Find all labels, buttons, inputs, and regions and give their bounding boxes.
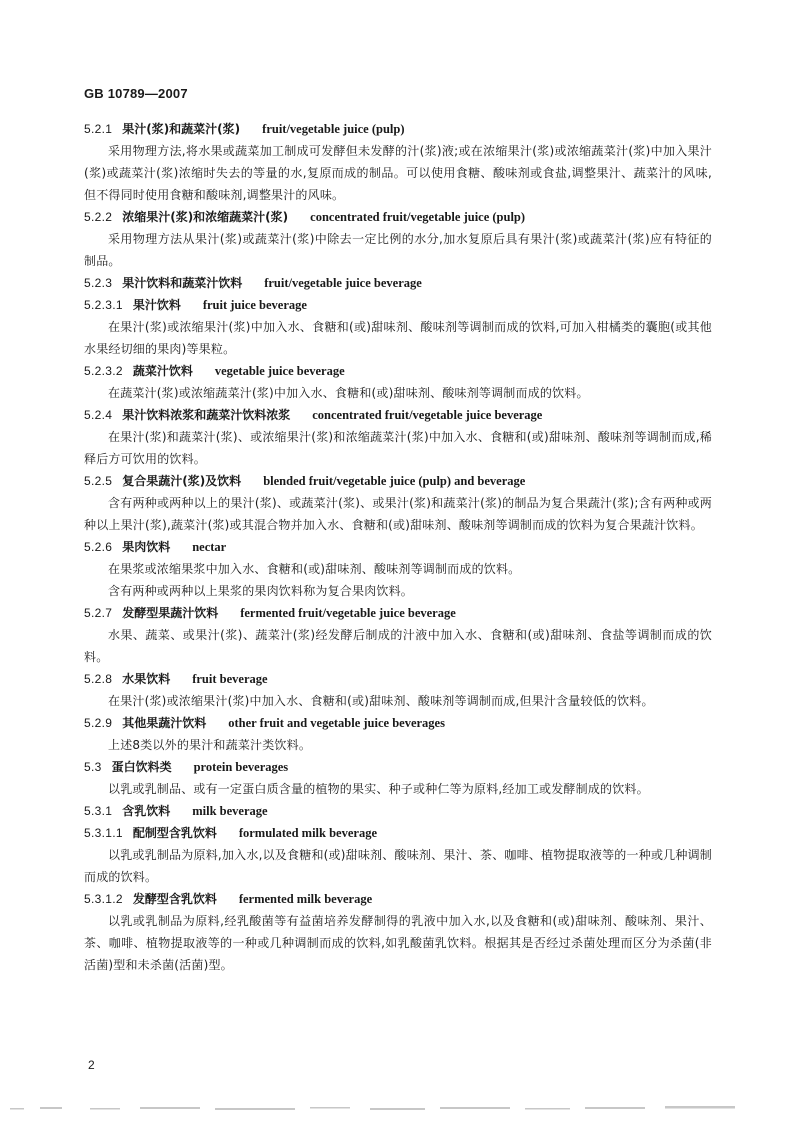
section-number: 5.2.3.1 (84, 298, 123, 312)
section-paragraph: 上述8类以外的果汁和蔬菜汁类饮料。 (108, 738, 312, 752)
section-title-zh: 配制型含乳饮料 (132, 826, 217, 840)
section-title-en: blended fruit/vegetable juice (pulp) and beverage (263, 474, 526, 488)
section-paragraph: 在蔬菜汁(浆)或浓缩蔬菜汁(浆)中加入水、食糖和(或)甜味剂、酸味剂等调制而成的饮料。 (108, 386, 589, 400)
section-heading (84, 888, 712, 910)
section-heading (84, 822, 712, 844)
standard-code: GB 10789—2007 (84, 86, 188, 101)
section-number: 5.2.3 (84, 276, 113, 290)
section-number: 5.2.8 (84, 672, 113, 686)
section-title-zh: 果肉饮料 (122, 540, 171, 554)
section-title-en: concentrated fruit/vegetable juice beverage (312, 408, 543, 422)
section-heading (84, 602, 712, 624)
section-title-zh: 发酵型含乳饮料 (132, 892, 217, 906)
section-heading (84, 294, 712, 316)
section-paragraph: 在果汁(浆)或浓缩果汁(浆)中加入水、食糖和(或)甜味剂、酸味剂等调制而成的饮料,可加入柑橘类的囊胞(或其他水果经切细的果肉)等果粒。 (84, 320, 712, 356)
section-title-en: other fruit and vegetable juice beverages (228, 716, 445, 730)
section-title-zh: 复合果蔬汁(浆)及饮料 (122, 474, 242, 488)
section-number: 5.2.4 (84, 408, 113, 422)
section-paragraph: 在果浆或浓缩果浆中加入水、食糖和(或)甜味剂、酸味剂等调制而成的饮料。 (108, 562, 521, 576)
scan-edge-artifact (0, 1100, 793, 1114)
section-number: 5.2.3.2 (84, 364, 123, 378)
section-title-zh: 浓缩果汁(浆)和浓缩蔬菜汁(浆) (122, 210, 289, 224)
section-title-zh: 其他果蔬汁饮料 (122, 716, 207, 730)
section-paragraph: 以乳或乳制品为原料,加入水,以及食糖和(或)甜味剂、酸味剂、果汁、茶、咖啡、植物提取液等的一种或几种调制而成的饮料。 (84, 848, 712, 884)
section-title-en: formulated milk beverage (238, 826, 377, 840)
section-heading (84, 404, 712, 426)
page-number: 2 (88, 1058, 95, 1072)
section-paragraph: 在果汁(浆)和蔬菜汁(浆)、或浓缩果汁(浆)和浓缩蔬菜汁(浆)中加入水、食糖和(或)甜味剂、酸味剂等调制而成,稀释后方可饮用的饮料。 (84, 430, 712, 466)
section-paragraph: 水果、蔬菜、或果汁(浆)、蔬菜汁(浆)经发酵后制成的汁液中加入水、食糖和(或)甜味剂、食盐等调制而成的饮料。 (84, 628, 712, 664)
section-number: 5.2.7 (84, 606, 113, 620)
section-heading (84, 360, 712, 382)
section-title-en: protein beverages (193, 760, 289, 774)
section-title-zh: 水果饮料 (122, 672, 171, 686)
section-title-zh: 蛋白饮料类 (111, 760, 172, 774)
section-number: 5.3 (84, 760, 102, 774)
section-paragraph: 以乳或乳制品、或有一定蛋白质含量的植物的果实、种子或种仁等为原料,经加工或发酵制成的饮料。 (108, 782, 649, 796)
section-title-en: fermented milk beverage (238, 892, 373, 906)
section-title-zh: 蔬菜汁饮料 (132, 364, 193, 378)
section-title-en: fruit beverage (192, 672, 268, 686)
section-number: 5.2.1 (84, 122, 113, 136)
section-title-en: vegetable juice beverage (214, 364, 345, 378)
section-title-zh: 果汁饮料浓浆和蔬菜汁饮料浓浆 (122, 408, 291, 422)
section-title-zh: 含乳饮料 (122, 804, 171, 818)
section-title-zh: 果汁饮料 (132, 298, 181, 312)
section-paragraph: 含有两种或两种以上的果汁(浆)、或蔬菜汁(浆)、或果汁(浆)和蔬菜汁(浆)的制品为复合果蔬汁(浆);含有两种或两种以上果汁(浆),蔬菜汁(浆)或其混合物并加入水、食糖和(或)甜味剂、酸味剂等调制而成的饮料为复合果蔬汁饮料。 (84, 496, 712, 532)
section-paragraph: 采用物理方法,将水果或蔬菜加工制成可发酵但未发酵的汁(浆)液;或在浓缩果汁(浆)或浓缩蔬菜汁(浆)中加入果汁(浆)或蔬菜汁(浆)浓缩时失去的等量的水,复原而成的制品。可以使用食糖、酸味剂或食盐,调整果汁、蔬菜汁的风味,但不得同时使用食糖和酸味剂,调整果汁的风味。 (84, 144, 712, 202)
section-number: 5.2.9 (84, 716, 113, 730)
section-heading (84, 470, 712, 492)
section-number: 5.2.2 (84, 210, 113, 224)
section-title-en: concentrated fruit/vegetable juice (pulp) (310, 210, 526, 224)
section-title-en: fermented fruit/vegetable juice beverage (240, 606, 456, 620)
section-number: 5.3.1 (84, 804, 113, 818)
section-heading (84, 668, 712, 690)
section-title-zh: 果汁饮料和蔬菜汁饮料 (122, 276, 243, 290)
section-title-zh: 果汁(浆)和蔬菜汁(浆) (122, 122, 241, 136)
section-title-en: fruit juice beverage (202, 298, 307, 312)
section-title-en: fruit/vegetable juice beverage (264, 276, 422, 290)
section-paragraph: 采用物理方法从果汁(浆)或蔬菜汁(浆)中除去一定比例的水分,加水复原后具有果汁(浆)或蔬菜汁(浆)应有特征的制品。 (84, 232, 712, 268)
section-paragraph: 在果汁(浆)或浓缩果汁(浆)中加入水、食糖和(或)甜味剂、酸味剂等调制而成,但果汁含量较低的饮料。 (108, 694, 654, 708)
section-heading (84, 118, 712, 140)
section-heading (84, 756, 712, 778)
section-title-en: nectar (192, 540, 227, 554)
section-number: 5.3.1.2 (84, 892, 123, 906)
section-number: 5.3.1.1 (84, 826, 123, 840)
section-paragraph: 以乳或乳制品为原料,经乳酸菌等有益菌培养发酵制得的乳液中加入水,以及食糖和(或)甜味剂、酸味剂、果汁、茶、咖啡、植物提取液等的一种或几种调制而成的饮料,如乳酸菌乳饮料。根据其是否经过杀菌处理而区分为杀菌(非活菌)型和未杀菌(活菌)型。 (84, 914, 712, 972)
document-body (84, 118, 712, 976)
section-title-zh: 发酵型果蔬汁饮料 (122, 606, 219, 620)
section-title-en: milk beverage (192, 804, 268, 818)
section-paragraph: 含有两种或两种以上果浆的果肉饮料称为复合果肉饮料。 (108, 584, 414, 598)
section-heading (84, 206, 712, 228)
section-heading (84, 800, 712, 822)
section-number: 5.2.5 (84, 474, 113, 488)
section-number: 5.2.6 (84, 540, 113, 554)
section-heading (84, 536, 712, 558)
section-heading (84, 712, 712, 734)
section-title-en: fruit/vegetable juice (pulp) (262, 122, 405, 136)
section-heading (84, 272, 712, 294)
